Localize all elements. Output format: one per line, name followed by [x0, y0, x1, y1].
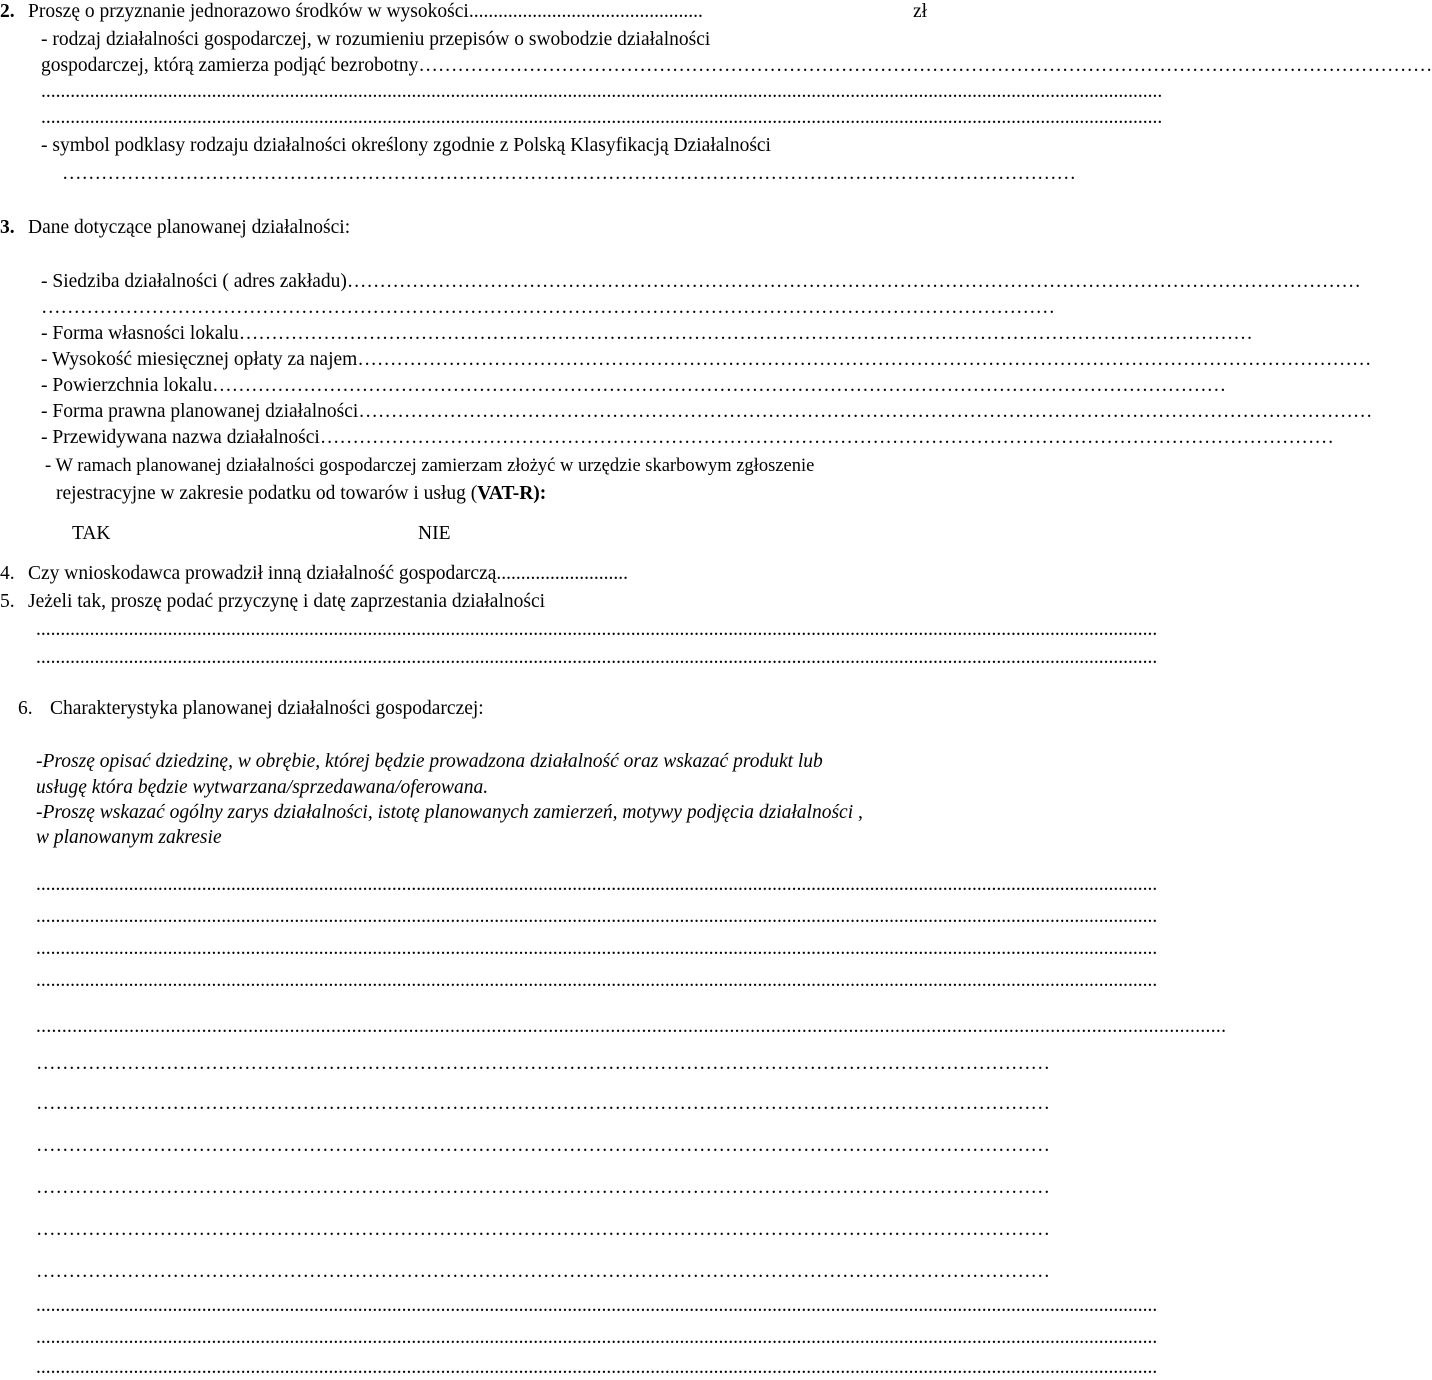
section-2-number: 2.: [0, 1, 15, 22]
instruction-1-line1: -Proszę opisać dziedzinę, w obrębie, której będzie prowadzona działalność oraz wskazać produkt lub: [36, 751, 823, 772]
section-6-title: 6. Charakterystyka planowanej działalności gospodarczej:: [18, 698, 484, 719]
activity-type-label-line2: gospodarczej, którą zamierza podjąć bezrobotny…………………………………………………………………………………………………………………………………………: [41, 55, 1432, 76]
amount-dots: ................................................: [468, 1, 703, 22]
amount-label: Proszę o przyznanie jednorazowo środków w wysokości: [28, 1, 469, 22]
ownership-field: - Forma własności lokalu…………………………………………………………………………………………………………………………………………: [41, 323, 1253, 344]
answer-line-7: …………………………………………………………………………………………………………………………………………: [36, 1093, 1050, 1114]
section-5-fill-2: ......................................................................................................................................................................................................................................: [36, 647, 1158, 668]
option-yes-label: TAK: [72, 523, 111, 544]
instruction-2-line2: w planowanym zakresie: [36, 827, 222, 848]
section-5-fill-1: ......................................................................................................................................................................................................................................: [36, 619, 1158, 640]
section-3-number: 3.: [0, 217, 15, 238]
section-2-title-line: [0, 0, 960, 24]
pkd-symbol-label: - symbol podklasy rodzaju działalności określony zgodnie z Polską Klasyfikacją Działalności: [41, 135, 771, 156]
rent-field: - Wysokość miesięcznej opłaty za najem…………………………………………………………………………………………………………………………………………: [41, 349, 1372, 370]
vat-declaration-line2: rejestracyjne w zakresie podatku od towarów i usług (VAT-R):: [56, 483, 547, 504]
answer-line-10: …………………………………………………………………………………………………………………………………………: [36, 1219, 1050, 1240]
section-4-number: 4.: [0, 563, 15, 584]
answer-line-14: ......................................................................................................................................................................................................................................: [36, 1357, 1158, 1378]
instruction-2-line1: -Proszę wskazać ogólny zarys działalności, istotę planowanych zamierzeń, motywy podjęcia działalności ,: [36, 802, 863, 823]
vat-declaration-line1: - W ramach planowanej działalności gospodarczej zamierzam złożyć w urzędzie skarbowym zgłoszenie: [45, 456, 815, 476]
answer-line-1: ......................................................................................................................................................................................................................................: [36, 874, 1158, 895]
answer-line-2: ......................................................................................................................................................................................................................................: [36, 906, 1158, 927]
activity-type-label-line1: - rodzaj działalności gospodarczej, w rozumieniu przepisów o swobodzie działalności: [41, 29, 711, 50]
instruction-1-line2: usługę która będzie wytwarzana/sprzedawana/oferowana.: [36, 777, 489, 798]
activity-type-fill-line3: ......................................................................................................................................................................................................................................: [41, 107, 1163, 128]
section-4-question: 4. Czy wnioskodawca prowadził inną działalność gospodarczą...........................: [0, 563, 629, 584]
area-field: - Powierzchnia lokalu…………………………………………………………………………………………………………………………………………: [41, 375, 1227, 396]
answer-line-5: ......................................................................................................................................................................................................................................: [36, 1016, 1227, 1037]
activity-type-fill-line2: ......................................................................................................................................................................................................................................: [41, 81, 1163, 102]
activity-type-fill: …………………………………………………………………………………………………………………………………………: [418, 55, 1432, 76]
answer-line-3: ......................................................................................................................................................................................................................................: [36, 938, 1158, 959]
seat-address-field: - Siedziba działalności ( adres zakładu)…………………………………………………………………………………………………………………………………………: [41, 271, 1361, 292]
option-no-label: NIE: [418, 523, 451, 544]
legal-form-field: - Forma prawna planowanej działalności…………………………………………………………………………………………………………………………………………: [41, 401, 1373, 422]
section-5-question: 5. Jeżeli tak, proszę podać przyczynę i datę zaprzestania działalności: [0, 591, 546, 612]
currency-label: zł: [913, 1, 928, 22]
business-name-field: - Przewidywana nazwa działalności…………………………………………………………………………………………………………………………………………: [41, 427, 1334, 448]
answer-line-13: ......................................................................................................................................................................................................................................: [36, 1327, 1158, 1348]
answer-line-11: …………………………………………………………………………………………………………………………………………: [36, 1261, 1050, 1282]
section-5-number: 5.: [0, 591, 15, 612]
vat-r-label: VAT-R):: [477, 483, 547, 504]
answer-line-8: …………………………………………………………………………………………………………………………………………: [36, 1135, 1050, 1156]
answer-line-6: …………………………………………………………………………………………………………………………………………: [36, 1053, 1050, 1074]
answer-line-9: …………………………………………………………………………………………………………………………………………: [36, 1177, 1050, 1198]
answer-line-4: ......................................................................................................................................................................................................................................: [36, 970, 1158, 991]
section-3-title: 3. Dane dotyczące planowanej działalności:: [0, 217, 351, 238]
section-6-number: 6.: [18, 698, 33, 719]
seat-address-fill: …………………………………………………………………………………………………………………………………………: [41, 297, 1055, 318]
pkd-symbol-fill: …………………………………………………………………………………………………………………………………………: [62, 163, 1076, 184]
answer-line-12: ......................................................................................................................................................................................................................................: [36, 1295, 1158, 1316]
